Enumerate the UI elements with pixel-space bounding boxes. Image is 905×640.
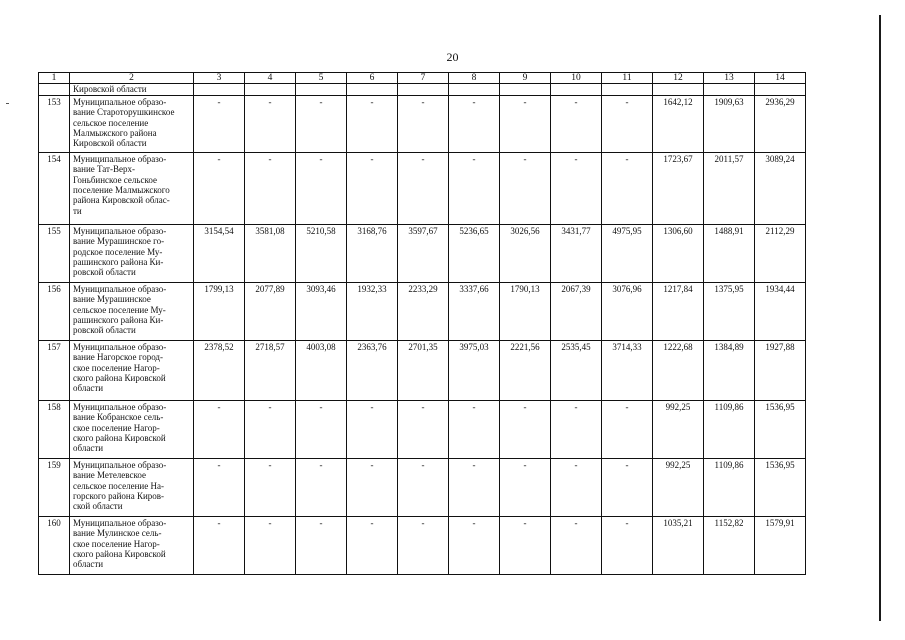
value-cell-col-3: -	[194, 516, 245, 574]
value-cell-col-7: 2701,35	[398, 340, 449, 400]
value-cell-col-10: -	[551, 400, 602, 458]
value-cell-col-13: 1488,91	[704, 224, 755, 282]
municipality-name	[70, 516, 194, 574]
column-header-1: 1	[39, 73, 70, 84]
column-header-9: 9	[500, 73, 551, 84]
value-cell-col-11: -	[602, 516, 653, 574]
value-cell-col-9: -	[500, 400, 551, 458]
municipality-name-line: ское поселение Нагор-	[73, 422, 160, 433]
municipality-name-line: горского района Киров-	[73, 491, 165, 502]
table-row	[39, 282, 806, 340]
value-cell-col-12: 1217,84	[653, 282, 704, 340]
value-cell-col-9: -	[500, 516, 551, 574]
value-cell-col-12: 1222,68	[653, 340, 704, 400]
value-cell-col-4: -	[245, 152, 296, 224]
value-cell-col-14: 1934,44	[755, 282, 806, 340]
page-edge-line	[879, 15, 881, 621]
column-header-14: 14	[755, 73, 806, 84]
municipality-name	[70, 282, 194, 340]
value-cell-col-11: -	[602, 400, 653, 458]
row-number: 153	[39, 95, 70, 152]
value-cell-col-7: -	[398, 516, 449, 574]
value-cell-col-14: 2936,29	[755, 95, 806, 152]
column-header-5: 5	[296, 73, 347, 84]
value-cell-col-4: -	[245, 516, 296, 574]
value-cell-col-8: -	[449, 516, 500, 574]
data-table	[38, 72, 806, 575]
municipality-name-line: ского района Кировской	[73, 549, 166, 560]
row-number: 160	[39, 516, 70, 574]
municipality-name-line: Муниципальное образо-	[73, 401, 167, 412]
value-cell-col-3: -	[194, 95, 245, 152]
value-cell-col-6: -	[347, 458, 398, 516]
value-cell-col-3: 1799,13	[194, 282, 245, 340]
municipality-name-line: вание Мулинское сель-	[73, 528, 162, 539]
value-cell-col-8: 3337,66	[449, 282, 500, 340]
value-cell-col-7: -	[398, 95, 449, 152]
value-cell-col-10: -	[551, 152, 602, 224]
value-cell-col-10: -	[551, 458, 602, 516]
value-cell-col-6: 2363,76	[347, 340, 398, 400]
value-cell-col-14: 2112,29	[755, 224, 806, 282]
value-cell-col-11: 4975,95	[602, 224, 653, 282]
municipality-name-line: ровской области	[73, 267, 136, 278]
value-cell-col-5: 5210,58	[296, 224, 347, 282]
column-header-2: 2	[70, 73, 194, 84]
municipality-name-line: Муниципальное образо-	[73, 459, 167, 470]
municipality-name	[70, 152, 194, 224]
value-cell-col-10: 2067,39	[551, 282, 602, 340]
value-cell-col-13: 1109,86	[704, 458, 755, 516]
value-cell-col-14: 1579,91	[755, 516, 806, 574]
value-cell-col-6: 1932,33	[347, 282, 398, 340]
table-row	[39, 458, 806, 516]
value-cell-col-6: 3168,76	[347, 224, 398, 282]
column-header-8: 8	[449, 73, 500, 84]
municipality-name-line: области	[73, 443, 104, 454]
value-cell-col-12: 1035,21	[653, 516, 704, 574]
municipality-name-line: Муниципальное образо-	[73, 153, 167, 164]
value-cell-col-10: 2535,45	[551, 340, 602, 400]
column-header-13: 13	[704, 73, 755, 84]
municipality-name-line: Малмыжского района	[73, 128, 157, 139]
value-cell-col-8: 5236,65	[449, 224, 500, 282]
column-header-12: 12	[653, 73, 704, 84]
value-cell-col-5: -	[296, 95, 347, 152]
value-cell-col-4: -	[245, 95, 296, 152]
header-row	[39, 73, 806, 84]
value-cell-col-8: -	[449, 400, 500, 458]
row-number: 154	[39, 152, 70, 224]
municipality-name-line: Муниципальное образо-	[73, 283, 167, 294]
value-cell-col-3: 3154,54	[194, 224, 245, 282]
municipality-name-line: ское поселение Нагор-	[73, 538, 160, 549]
municipality-name	[70, 224, 194, 282]
value-cell-col-8: -	[449, 152, 500, 224]
municipality-name-line: Гоньбинское сельское	[73, 174, 158, 185]
municipality-name-line: сельское поселение На-	[73, 480, 164, 491]
value-cell-col-5: -	[296, 516, 347, 574]
value-cell-col-12: 1642,12	[653, 95, 704, 152]
row-number: 157	[39, 340, 70, 400]
value-cell-col-5: 3093,46	[296, 282, 347, 340]
column-header-3: 3	[194, 73, 245, 84]
column-header-7: 7	[398, 73, 449, 84]
row-number: 155	[39, 224, 70, 282]
value-cell-col-4: 2077,89	[245, 282, 296, 340]
column-header-4: 4	[245, 73, 296, 84]
municipality-name-line: Муниципальное образо-	[73, 517, 167, 528]
table-row	[39, 95, 806, 152]
value-cell-col-6: -	[347, 516, 398, 574]
scan-mark	[6, 103, 9, 104]
value-cell-col-4: 3581,08	[245, 224, 296, 282]
value-cell-col-5: -	[296, 152, 347, 224]
value-cell-col-7: -	[398, 400, 449, 458]
municipality-name-line: области	[73, 559, 104, 570]
value-cell-col-13: 1909,63	[704, 95, 755, 152]
table-row	[39, 340, 806, 400]
value-cell-col-9: 3026,56	[500, 224, 551, 282]
value-cell-col-9: -	[500, 458, 551, 516]
municipality-name-line: вание Кобранское сель-	[73, 412, 164, 423]
value-cell-col-9: -	[500, 95, 551, 152]
value-cell-col-7: 2233,29	[398, 282, 449, 340]
municipality-name-line: сельское поселение Му-	[73, 304, 166, 315]
value-cell-col-14: 1927,88	[755, 340, 806, 400]
municipality-name-line: Муниципальное образо-	[73, 341, 167, 352]
value-cell-col-9: -	[500, 152, 551, 224]
value-cell-col-10: -	[551, 516, 602, 574]
municipality-name-line: ти	[73, 205, 82, 216]
value-cell-col-7: 3597,67	[398, 224, 449, 282]
value-cell-col-4: -	[245, 400, 296, 458]
value-cell-col-11: -	[602, 152, 653, 224]
row-number: 156	[39, 282, 70, 340]
municipality-name-line: сельское поселение	[73, 117, 149, 128]
value-cell-col-7: -	[398, 152, 449, 224]
value-cell-col-11: 3076,96	[602, 282, 653, 340]
value-cell-col-8: -	[449, 458, 500, 516]
municipality-name-line: вание Тат-Верх-	[73, 164, 135, 175]
value-cell-col-12: 992,25	[653, 458, 704, 516]
value-cell-col-3: -	[194, 400, 245, 458]
continuation-num-cell	[39, 84, 70, 95]
value-cell-col-11: 3714,33	[602, 340, 653, 400]
value-cell-col-11: -	[602, 458, 653, 516]
value-cell-col-3: -	[194, 152, 245, 224]
value-cell-col-12: 1306,60	[653, 224, 704, 282]
value-cell-col-14: 1536,95	[755, 400, 806, 458]
table-row	[39, 152, 806, 224]
value-cell-col-13: 1152,82	[704, 516, 755, 574]
column-header-6: 6	[347, 73, 398, 84]
value-cell-col-6: -	[347, 95, 398, 152]
value-cell-col-13: 2011,57	[704, 152, 755, 224]
municipality-name	[70, 400, 194, 458]
continuation-row	[39, 84, 806, 95]
continuation-cell: Кировской области	[70, 84, 194, 95]
value-cell-col-12: 992,25	[653, 400, 704, 458]
value-cell-col-11: -	[602, 95, 653, 152]
value-cell-col-4: -	[245, 458, 296, 516]
municipality-name-line: вание Староторушкинское	[73, 107, 175, 118]
value-cell-col-5: 4003,08	[296, 340, 347, 400]
value-cell-col-6: -	[347, 152, 398, 224]
municipality-name-line: вание Мурашинское	[73, 294, 151, 305]
municipality-name	[70, 340, 194, 400]
value-cell-col-3: 2378,52	[194, 340, 245, 400]
row-number: 158	[39, 400, 70, 458]
value-cell-col-10: 3431,77	[551, 224, 602, 282]
column-header-11: 11	[602, 73, 653, 84]
value-cell-col-5: -	[296, 458, 347, 516]
municipality-name-line: района Кировской облас-	[73, 195, 170, 206]
municipality-name-line: рашинского района Ки-	[73, 315, 164, 326]
value-cell-col-10: -	[551, 95, 602, 152]
table-row	[39, 400, 806, 458]
value-cell-col-7: -	[398, 458, 449, 516]
value-cell-col-9: 2221,56	[500, 340, 551, 400]
municipality-name-line: рашинского района Ки-	[73, 257, 164, 268]
municipality-name-line: вание Мурашинское го-	[73, 236, 165, 247]
value-cell-col-13: 1375,95	[704, 282, 755, 340]
municipality-name-line: ское поселение Нагор-	[73, 362, 160, 373]
value-cell-col-14: 3089,24	[755, 152, 806, 224]
value-cell-col-8: 3975,03	[449, 340, 500, 400]
value-cell-col-4: 2718,57	[245, 340, 296, 400]
municipality-name-line: родское поселение Му-	[73, 246, 163, 257]
value-cell-col-14: 1536,95	[755, 458, 806, 516]
municipality-name-line: поселение Малмыжского	[73, 185, 170, 196]
value-cell-col-6: -	[347, 400, 398, 458]
table-row	[39, 516, 806, 574]
value-cell-col-13: 1109,86	[704, 400, 755, 458]
municipality-name-line: области	[73, 383, 104, 394]
municipality-name-line: ского района Кировской	[73, 433, 166, 444]
value-cell-col-13: 1384,89	[704, 340, 755, 400]
value-cell-col-12: 1723,67	[653, 152, 704, 224]
value-cell-col-5: -	[296, 400, 347, 458]
municipality-name-line: ской области	[73, 501, 123, 512]
municipality-name-line: Кировской области	[73, 138, 147, 149]
municipality-name-line: вание Нагорское город-	[73, 352, 164, 363]
municipality-name-line: Муниципальное образо-	[73, 96, 167, 107]
value-cell-col-3: -	[194, 458, 245, 516]
municipality-name-line: ровской области	[73, 325, 136, 336]
municipality-name-line: вание Метелевское	[73, 470, 147, 481]
table-row	[39, 224, 806, 282]
municipality-name	[70, 458, 194, 516]
column-header-10: 10	[551, 73, 602, 84]
value-cell-col-8: -	[449, 95, 500, 152]
row-number: 159	[39, 458, 70, 516]
municipality-name-line: Муниципальное образо-	[73, 225, 167, 236]
value-cell-col-9: 1790,13	[500, 282, 551, 340]
municipality-name-line: ского района Кировской	[73, 373, 166, 384]
municipality-name	[70, 95, 194, 152]
page-number: 20	[446, 50, 459, 64]
